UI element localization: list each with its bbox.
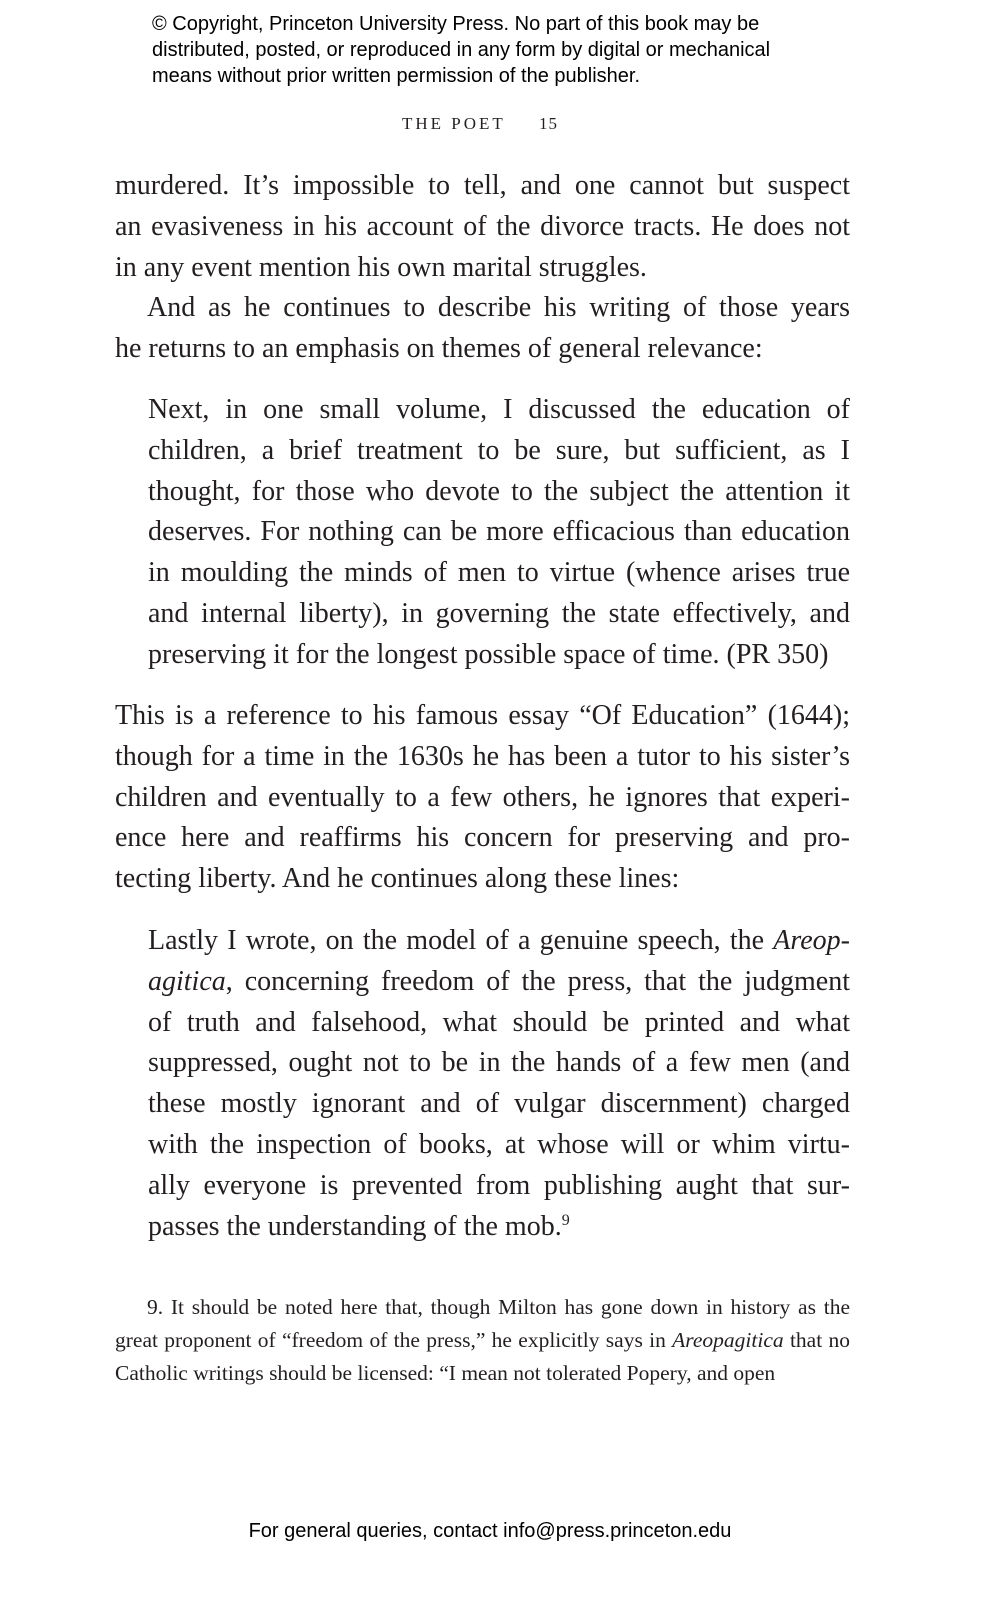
text-line xyxy=(148,1166,850,1207)
text-segment: 9. It should be noted here that, though Milton has gone down in history as the xyxy=(147,1295,850,1319)
text-segment: tecting liberty. And he continues along these lines: xyxy=(115,863,680,895)
running-head xyxy=(0,114,1000,134)
text-segment: Next, in one small volume, I discussed the education of xyxy=(148,394,850,425)
text-segment: suppressed, ought not to be in the hands of a few men (and xyxy=(148,1047,850,1079)
text-line xyxy=(115,818,850,859)
text-line xyxy=(148,390,850,431)
text-segment: thought, for those who devote to the subject the attention it xyxy=(148,475,850,507)
copyright-notice xyxy=(152,11,770,89)
text-segment: in moulding the minds of men to virtue (whence arises true xyxy=(148,557,850,589)
text-line xyxy=(148,431,850,472)
text-line xyxy=(148,512,850,553)
text-line xyxy=(148,1207,850,1248)
text-segment: , concerning freedom of the press, that the judgment xyxy=(225,965,850,997)
text-line xyxy=(148,553,850,594)
text-segment: passes the understanding of the mob. xyxy=(148,1210,562,1242)
text-line xyxy=(115,1324,850,1357)
running-head-title: THE POET xyxy=(401,114,506,133)
text-line xyxy=(148,1003,850,1044)
text-segment: And as he continues to describe his writing of those years xyxy=(147,292,850,324)
text-segment: This is a reference to his famous essay “Of Education” (1644); xyxy=(115,700,850,731)
text-segment: great proponent of “freedom of the press,” he explicitly says in xyxy=(115,1328,673,1352)
body-paragraph xyxy=(115,696,850,900)
italic-title: Areop- xyxy=(773,925,850,956)
text-line xyxy=(115,696,850,737)
text-line xyxy=(148,1084,850,1125)
footnote-marker: 9 xyxy=(561,1211,570,1229)
text-line xyxy=(115,1291,850,1324)
text-line xyxy=(115,166,850,207)
block-quote xyxy=(148,390,850,676)
text-segment: of truth and falsehood, what should be printed and what xyxy=(148,1006,850,1038)
text-segment: ally everyone is prevented from publishing aught that sur- xyxy=(148,1169,850,1201)
body-paragraph xyxy=(115,166,850,370)
text-line xyxy=(115,329,850,370)
text-segment: that no xyxy=(783,1328,851,1352)
text-segment: children, a brief treatment to be sure, but sufficient, as I xyxy=(148,434,850,466)
text-segment: with the inspection of books, at whose will or whim virtu- xyxy=(148,1128,850,1160)
page-number: 15 xyxy=(539,114,559,133)
text-segment: these mostly ignorant and of vulgar discernment) charged xyxy=(148,1088,850,1120)
text-segment: an evasiveness in his account of the divorce tracts. He does not xyxy=(115,210,850,242)
text-line xyxy=(148,594,850,635)
italic-title: agitica xyxy=(148,965,226,997)
text-segment: and internal liberty), in governing the state effectively, and xyxy=(148,597,850,629)
italic-title: Areopagitica xyxy=(672,1328,784,1352)
text-segment: murdered. It’s impossible to tell, and one cannot but suspect xyxy=(115,170,850,201)
text-line xyxy=(148,962,850,1003)
text-line xyxy=(115,737,850,778)
text-line xyxy=(148,921,850,962)
text-line xyxy=(148,472,850,513)
text-segment: Catholic writings should be licensed: “I mean not tolerated Popery, and open xyxy=(115,1361,776,1385)
text-line xyxy=(148,635,850,676)
text-segment: preserving it for the longest possible space of time. (PR 350) xyxy=(148,638,829,670)
text-line xyxy=(115,1357,850,1390)
copyright-line: means without prior written permission of the publisher. xyxy=(152,65,641,87)
text-segment: though for a time in the 1630s he has been a tutor to his sister’s xyxy=(115,740,850,772)
text-line xyxy=(115,207,850,248)
text-segment: ence here and reaffirms his concern for preserving and pro- xyxy=(115,822,850,854)
text-segment: children and eventually to a few others, he ignores that experi- xyxy=(115,781,850,813)
text-segment: in any event mention his own marital struggles. xyxy=(115,251,647,283)
footnote xyxy=(115,1291,850,1390)
text-line xyxy=(115,859,850,900)
block-quote xyxy=(148,921,850,1247)
footer-contact: For general queries, contact info@press.princeton.edu xyxy=(248,1520,732,1542)
text-line xyxy=(115,248,850,289)
text-line xyxy=(115,288,850,329)
text-segment: he returns to an emphasis on themes of general relevance: xyxy=(115,333,763,365)
copyright-line: distributed, posted, or reproduced in any form by digital or mechanical xyxy=(152,39,771,61)
text-line xyxy=(115,778,850,819)
copyright-line: © Copyright, Princeton University Press. No part of this book may be xyxy=(152,13,760,35)
text-line xyxy=(148,1125,850,1166)
text-line xyxy=(148,1043,850,1084)
text-segment: Lastly I wrote, on the model of a genuine speech, the xyxy=(148,925,774,956)
text-segment: deserves. For nothing can be more efficacious than education xyxy=(148,516,850,548)
